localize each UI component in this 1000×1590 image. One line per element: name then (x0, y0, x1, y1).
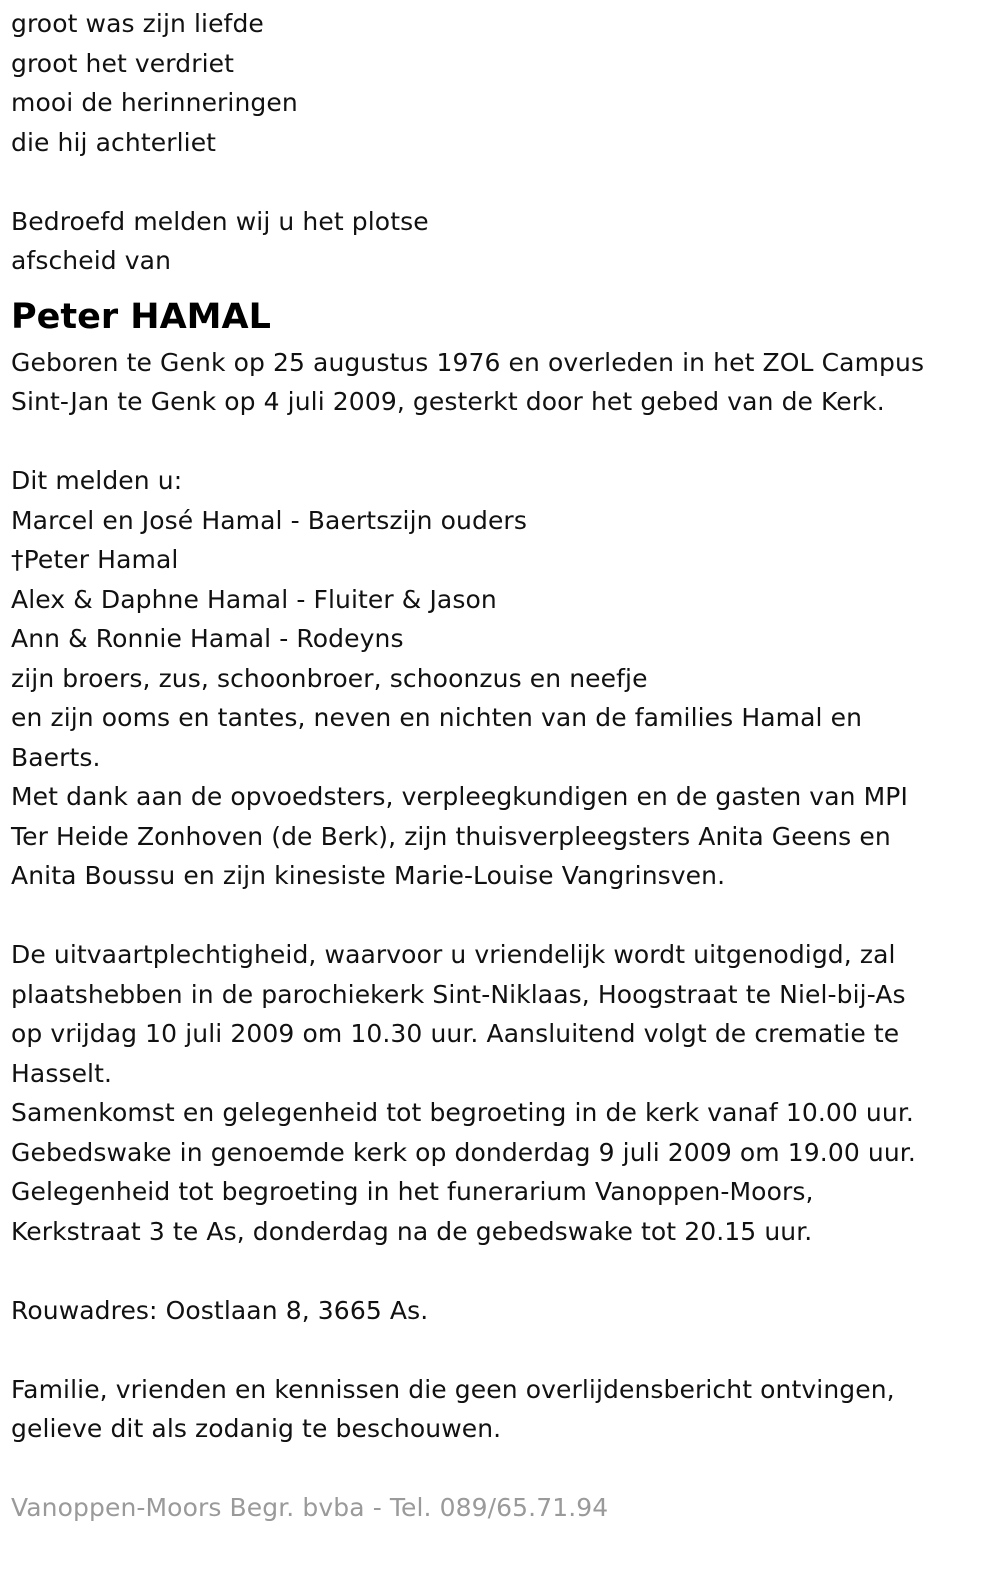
thanks-line: Ter Heide Zonhoven (de Berk), zijn thuisverpleegsters Anita Geens en (11, 821, 891, 851)
thanks-line: Met dank aan de opvoedsters, verpleegkundigen en de gasten van MPI (11, 782, 908, 811)
spacer (11, 1330, 986, 1370)
spacer (11, 1449, 986, 1489)
intro-line: Bedroefd melden wij u het plotse (11, 206, 429, 236)
family-late-father (11, 540, 986, 580)
spacer (11, 162, 986, 202)
spacer (11, 422, 986, 462)
ceremony-line: Gelegenheid tot begroeting in het funerarium Vanoppen-Moors, (11, 1177, 814, 1206)
family-parents: Marcel en José Hamal - Baertszijn ouders (11, 505, 527, 535)
ceremony-line: De uitvaartplechtigheid, waarvoor u vriendelijk wordt uitgenodigd, zal (11, 940, 896, 969)
family-sibling: Alex & Daphne Hamal - Fluiter & Jason (11, 584, 497, 614)
funeral-home-footer: Vanoppen-Moors Begr. bvba - Tel. 089/65.71.94 (11, 1493, 609, 1522)
family-sibling: Ann & Ronnie Hamal - Rodeyns (11, 624, 404, 653)
spacer (11, 1251, 986, 1291)
intro (11, 202, 986, 281)
ceremony-line: Gebedswake in genoemde kerk op donderdag 9 juli 2009 om 19.00 uur. (11, 1137, 916, 1167)
birth-death-line: Geboren te Genk op 25 augustus 1976 en overleden in het ZOL Campus (11, 347, 925, 377)
poem-line: die hij achterliet (11, 127, 217, 157)
family-section (11, 461, 986, 896)
poem (11, 4, 986, 162)
family-extended-line: Baerts. (11, 742, 101, 772)
ceremony-line: Samenkomst en gelegenheid tot begroeting in de kerk vanaf 10.00 uur. (11, 1098, 914, 1127)
thanks-line: Anita Boussu en zijn kinesiste Marie-Louise Vangrinsven. (11, 861, 726, 890)
poem-line: groot was zijn liefde (11, 9, 264, 38)
ceremony-line: Kerkstraat 3 te As, donderdag na de gebedswake tot 20.15 uur. (11, 1216, 813, 1246)
ceremony-line: Hasselt. (11, 1058, 113, 1088)
ceremony-line: plaatshebben in de parochiekerk Sint-Niklaas, Hoogstraat te Niel-bij-As (11, 979, 906, 1009)
ceremony-section (11, 935, 986, 1251)
family-extended-line: en zijn ooms en tantes, neven en nichten van de families Hamal en (11, 703, 863, 732)
intro-line: afscheid van (11, 246, 172, 275)
mourning-address: Rouwadres: Oostlaan 8, 3665 As. (11, 1295, 429, 1325)
cross-icon: † (11, 545, 24, 574)
birth-death-line: Sint-Jan te Genk op 4 juli 2009, gesterkt door het gebed van de Kerk. (11, 387, 885, 416)
deceased-name: Peter HAMAL (11, 296, 271, 337)
late-father-name: Peter Hamal (23, 545, 179, 574)
poem-line: mooi de herinneringen (11, 88, 298, 117)
obituary-notice (11, 4, 986, 1528)
poem-line: groot het verdriet (11, 48, 235, 78)
notice-section (11, 1370, 986, 1449)
notice-line: Familie, vrienden en kennissen die geen overlijdensbericht ontvingen, (11, 1374, 895, 1404)
family-heading: Dit melden u: (11, 466, 183, 495)
spacer (11, 896, 986, 936)
ceremony-line: op vrijdag 10 juli 2009 om 10.30 uur. Aansluitend volgt de crematie te (11, 1019, 900, 1048)
birth-death-info (11, 343, 986, 422)
family-relation: zijn broers, zus, schoonbroer, schoonzus en neefje (11, 663, 648, 693)
notice-line: gelieve dit als zodanig te beschouwen. (11, 1414, 502, 1443)
